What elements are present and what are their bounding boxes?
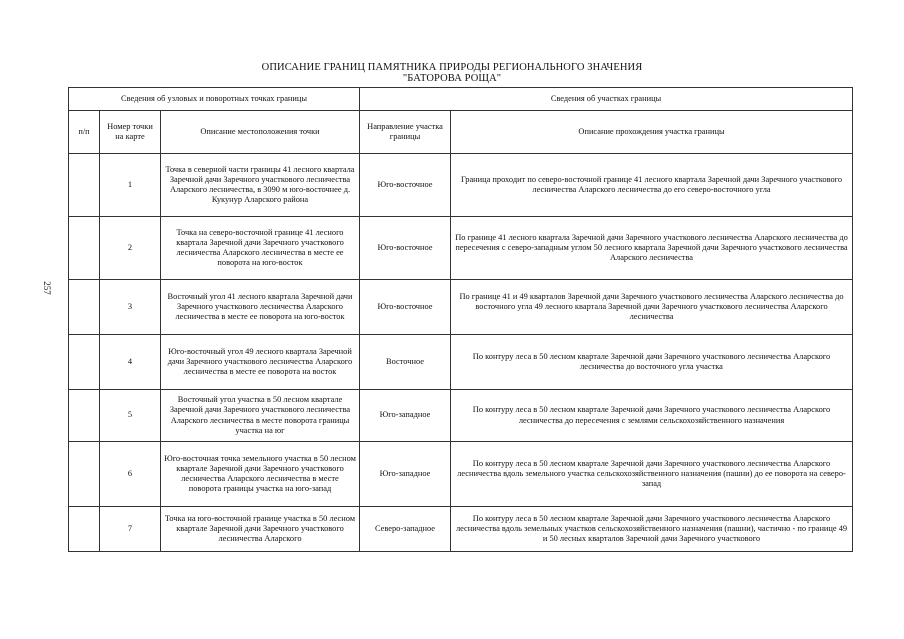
cell-location: Точка на юго-восточной границе участка в 50 лесном квартале Заречной дачи Заречного участкового лесничества Аларского — [161, 507, 360, 552]
cell-location: Точка на северо-восточной границе 41 лесного квартала Заречной дачи Заречного участкового лесничества Аларского лесничества в месте ее поворота на юго-восток — [161, 217, 360, 280]
column-header-pp: п/п — [69, 111, 100, 154]
cell-direction: Юго-восточное — [360, 154, 451, 217]
table-row — [69, 154, 853, 217]
cell-point-number: 4 — [100, 335, 161, 390]
cell-direction: Юго-западное — [360, 390, 451, 442]
cell-pp — [69, 390, 100, 442]
table-column-header-row — [69, 111, 853, 154]
cell-pp — [69, 507, 100, 552]
cell-point-number: 7 — [100, 507, 161, 552]
cell-pp — [69, 154, 100, 217]
table-row — [69, 390, 853, 442]
cell-point-number: 6 — [100, 442, 161, 507]
cell-segment: По контуру леса в 50 лесном квартале Заречной дачи Заречного участкового лесничества Аларского лесничества до пересечения с землями сельскохозяйственного назначения — [451, 390, 853, 442]
cell-location: Юго-восточная точка земельного участка в 50 лесном квартале Заречной дачи Заречного участкового лесничества Аларского лесничества в месте поворота границы участка на юго-запад — [161, 442, 360, 507]
group-header-segments: Сведения об участках границы — [360, 88, 853, 111]
cell-direction: Северо-западное — [360, 507, 451, 552]
cell-segment: По контуру леса в 50 лесном квартале Заречной дачи Заречного участкового лесничества Аларского лесничества вдоль земельного участка сельскохозяйственного назначения (пашни) до ее поворота на северо-запад — [451, 442, 853, 507]
column-header-location: Описание местоположения точки — [161, 111, 360, 154]
cell-pp — [69, 217, 100, 280]
cell-location: Восточный угол 41 лесного квартала Заречной дачи Заречного участкового лесничества Аларского лесничества в месте ее поворота на юго-восток — [161, 280, 360, 335]
cell-point-number: 2 — [100, 217, 161, 280]
table-row — [69, 335, 853, 390]
table-row — [69, 507, 853, 552]
table-group-header-row — [69, 88, 853, 111]
title-line-2: "БАТОРОВА РОЩА" — [402, 73, 502, 84]
cell-pp — [69, 442, 100, 507]
column-header-direction: Направление участка границы — [360, 111, 451, 154]
table-row — [69, 442, 853, 507]
column-header-segment: Описание прохождения участка границы — [451, 111, 853, 154]
cell-direction: Юго-восточное — [360, 280, 451, 335]
boundary-table — [68, 87, 853, 552]
group-header-points: Сведения об узловых и поворотных точках границы — [69, 88, 360, 111]
cell-segment: Граница проходит по северо-восточной границе 41 лесного квартала Заречной дачи Заречного участкового лесничества Аларского лесничества до его северо-восточного угла — [451, 154, 853, 217]
cell-segment: По контуру леса в 50 лесном квартале Заречной дачи Заречного участкового лесничества Аларского лесничества до восточного угла участка — [451, 335, 853, 390]
cell-location: Юго-восточный угол 49 лесного квартала Заречной дачи Заречного участкового лесничества Аларского лесничества в месте ее поворота на восток — [161, 335, 360, 390]
cell-direction: Восточное — [360, 335, 451, 390]
column-header-point-number: Номер точки на карте — [100, 111, 161, 154]
cell-direction: Юго-восточное — [360, 217, 451, 280]
table-row — [69, 280, 853, 335]
document-title — [0, 62, 904, 84]
cell-segment: По контуру леса в 50 лесном квартале Заречной дачи Заречного участкового лесничества Аларского лесничества вдоль земельных участков сельскохозяйственного назначения (пашни), частично - по границе 49 и 50 лесных кварталов Заречной дачи Заречного участкового — [451, 507, 853, 552]
cell-location: Точка в северной части границы 41 лесного квартала Заречной дачи Заречного участкового лесничества Аларского лесничества, в 3090 м юго-восточнее д. Кукунур Аларского района — [161, 154, 360, 217]
cell-location: Восточный угол участка в 50 лесном квартале Заречной дачи Заречного участкового лесничества Аларского лесничества в месте поворота границы участка на юг — [161, 390, 360, 442]
cell-segment: По границе 41 лесного квартала Заречной дачи Заречного участкового лесничества Аларского лесничества до пересечения с северо-западным углом 50 лесного квартала Заречной дачи Заречного участкового лесничества Аларского лесничества — [451, 217, 853, 280]
title-line-1: ОПИСАНИЕ ГРАНИЦ ПАМЯТНИКА ПРИРОДЫ РЕГИОНАЛЬНОГО ЗНАЧЕНИЯ — [261, 62, 643, 73]
cell-pp — [69, 280, 100, 335]
cell-direction: Юго-западное — [360, 442, 451, 507]
cell-point-number: 3 — [100, 280, 161, 335]
cell-pp — [69, 335, 100, 390]
cell-point-number: 5 — [100, 390, 161, 442]
cell-segment: По границе 41 и 49 кварталов Заречной дачи Заречного участкового лесничества Аларского лесничества до восточного угла 49 лесного квартала Заречной дачи Заречного участкового лесничества Аларского лесничества — [451, 280, 853, 335]
page-number: 257 — [41, 281, 52, 295]
cell-point-number: 1 — [100, 154, 161, 217]
table-row — [69, 217, 853, 280]
